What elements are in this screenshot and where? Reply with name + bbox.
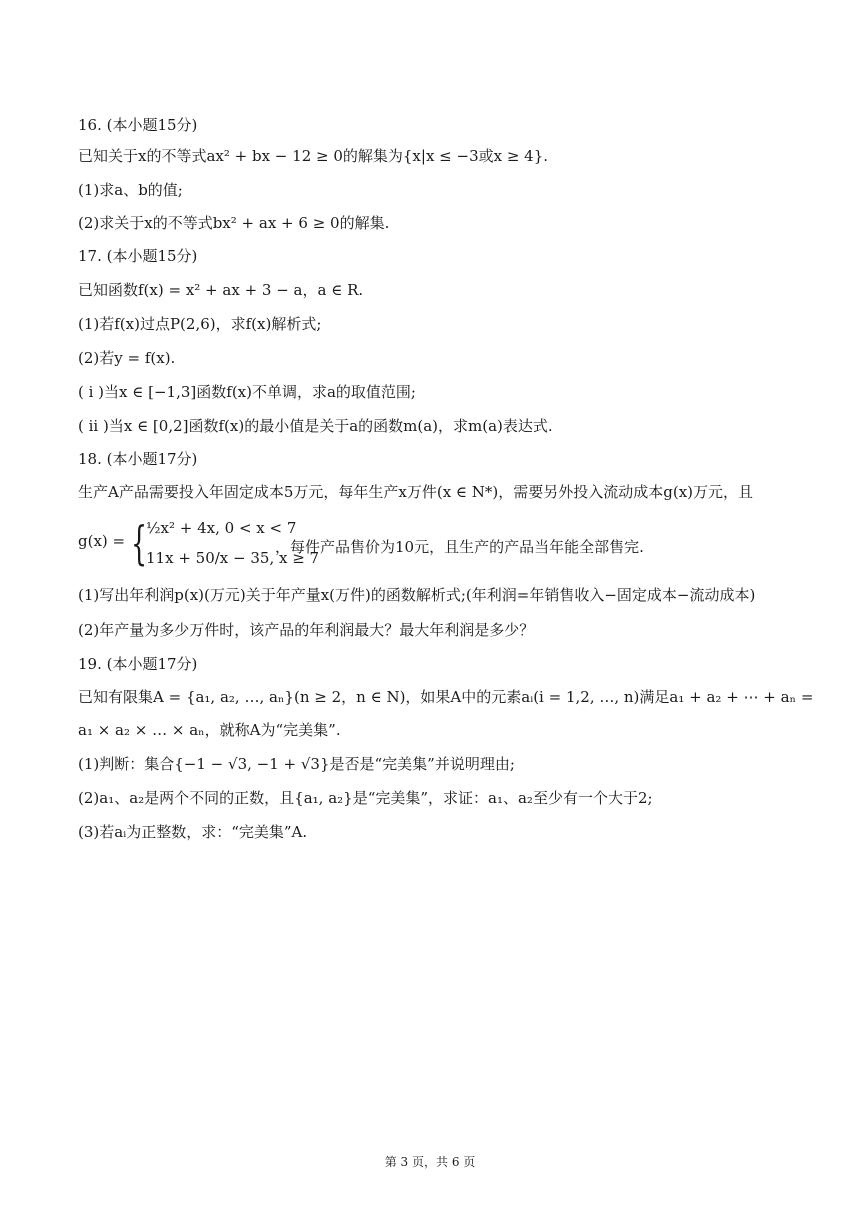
q18-title: 18. (本小题17分) [78, 450, 198, 468]
q17-part2-i: ( i )当x ∈ [−1,3]函数f(x)不单调，求a的取值范围; [78, 383, 416, 401]
q18-part2: (2)年产量为多少万件时，该产品的年利润最大？最大年利润是多少？ [78, 621, 535, 639]
q19-stem-line2: a₁ × a₂ × … × aₙ，就称A为“完美集”. [78, 721, 341, 739]
q17-part2: (2)若y = f(x). [78, 349, 176, 367]
q17-part1: (1)若f(x)过点P(2,6)，求f(x)解析式; [78, 315, 322, 333]
q18-formula-lhs: g(x) = [78, 532, 126, 550]
q17-title: 17. (本小题15分) [78, 247, 198, 265]
q17-stem: 已知函数f(x) = x² + ax + 3 − a，a ∈ R. [78, 281, 364, 299]
page-footer: 第 3 页，共 6 页 [384, 1155, 476, 1169]
q18-case2: 11x + 50/x − 35, x ≥ 7 [146, 549, 320, 567]
q19-part3: (3)若aᵢ为正整数，求：“完美集”A. [78, 823, 308, 841]
q16-stem: 已知关于x的不等式ax² + bx − 12 ≥ 0的解集为{x|x ≤ −3或x ≥ 4}. [78, 147, 549, 165]
q19-part1: (1)判断：集合{−1 − √3, −1 + √3}是否是“完美集”并说明理由; [78, 755, 515, 773]
q19-part2: (2)a₁、a₂是两个不同的正数，且{a₁, a₂}是“完美集”，求证：a₁、a₂至少有一个大于2; [78, 789, 653, 807]
q18-part1: (1)写出年利润p(x)(万元)关于年产量x(万件)的函数解析式;(年利润=年销售收入−固定成本−流动成本) [78, 586, 756, 604]
left-brace-icon: { [131, 516, 148, 570]
q16-title: 16. (本小题15分) [78, 116, 198, 134]
q19-title: 19. (本小题17分) [78, 655, 198, 673]
q16-part2: (2)求关于x的不等式bx² + ax + 6 ≥ 0的解集. [78, 214, 390, 232]
q18-piecewise-formula [78, 512, 818, 574]
q19-stem-line1: 已知有限集A = {a₁, a₂, …, aₙ}(n ≥ 2，n ∈ N)，如果A中的元素aᵢ(i = 1,2, …, n)满足a₁ + a₂ + ⋯ + aₙ = [78, 688, 814, 706]
q16-part1: (1)求a、b的值; [78, 181, 183, 199]
q18-stem: 生产A产品需要投入年固定成本5万元，每年生产x万件(x ∈ N*)，需要另外投入流动成本g(x)万元，且 [78, 483, 754, 501]
q18-formula-tail: ，每件产品售价为10元，且生产的产品当年能全部售完. [275, 538, 644, 556]
q17-part2-ii: ( ii )当x ∈ [0,2]函数f(x)的最小值是关于a的函数m(a)，求m(a)表达式. [78, 417, 553, 435]
q18-case1: ½x² + 4x, 0 < x < 7 [146, 519, 297, 537]
